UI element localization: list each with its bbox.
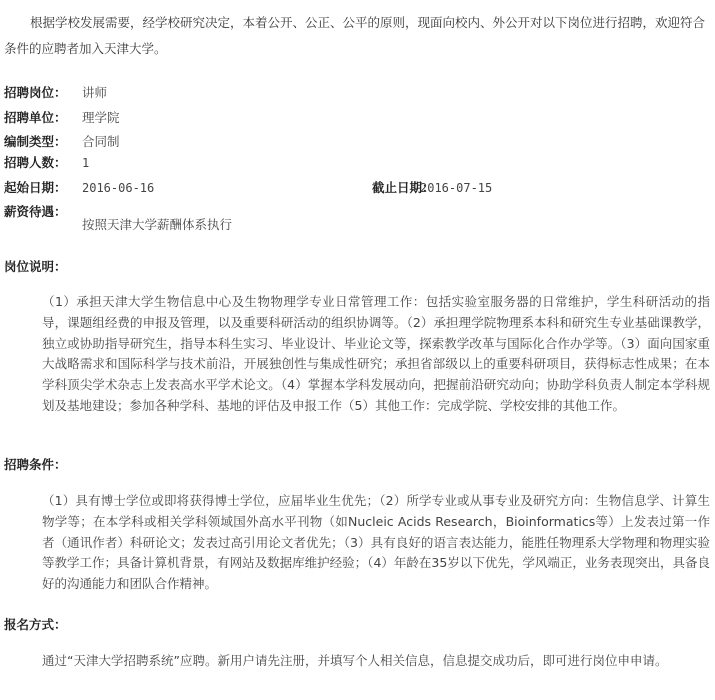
duty-paragraph: （1）承担天津大学生物信息中心及生物物理学专业日常管理工作：包括实验室服务器的日常维护，学生科研活动的指导，课题组经费的申报及管理，以及重要科研活动的组织协调等。（2）承担理学院物理系本科和研究生专业基础课教学，独立或协助指导研究生，指导本科生实习、毕业设计、毕业论文等，探索教学改革与国际化合作办学等。（3）面向国家重大战略需求和国际科学与技术前沿，开展独创性与集成性研究；承担省部级以上的重要科研项目，获得标志性成果；在本学科顶尖学术杂志上发表高水平学术论文。（4）掌握本学科发展动向，把握前沿研究动向；协助学科负责人制定本学科规划及基地建设；参加各种学科、基地的评估及申报工作（5）其他工作：完成学院、学校安排的其他工作。 — [42, 294, 710, 413]
end-label: 截止日期： — [372, 180, 435, 195]
field-count — [4, 152, 90, 174]
req-title: 招聘条件： — [4, 457, 67, 472]
count-value: 1 — [82, 156, 90, 170]
apply-paragraph: 通过“天津大学招聘系统”应聘。新用户请先注册，并填写个人相关信息，信息提交成功后，即可进行岗位申申请。 — [42, 653, 668, 668]
duty-title: 岗位说明： — [4, 259, 67, 274]
field-salary-value — [82, 214, 232, 236]
field-dates — [4, 177, 704, 199]
unit-label: 招聘单位： — [4, 110, 67, 125]
field-type — [4, 131, 120, 153]
start-label: 起始日期： — [4, 180, 67, 195]
req-paragraph: （1）具有博士学位或即将获得博士学位，应届毕业生优先；（2）所学专业或从事专业及研究方向：生物信息学、计算生物学等；在本学科或相关学科领域国外高水平刊物（如Nucleic Acids Research，Bioinformatics等）上发表过第一作者（通讯作者）科研论文；发表过高引用论文者优先；（3）具有良好的语言表达能力，能胜任物理系大学物理和物理实验等教学工作；具备计算机背景，有网站及数据库维护经验；（4）年龄在35岁以下优先，学风端正，业务表现突出，具备良好的沟通能力和团队合作精神。 — [42, 493, 710, 592]
position-label: 招聘岗位： — [4, 85, 67, 100]
start-value: 2016-06-16 — [82, 181, 155, 195]
end-value: 2016-07-15 — [420, 181, 493, 195]
field-unit — [4, 107, 120, 129]
intro-paragraph: 根据学校发展需要，经学校研究决定，本着公开、公正、公平的原则，现面向校内、外公开对以下岗位进行招聘，欢迎符合条件的应聘者加入天津大学。 — [4, 15, 706, 56]
count-label: 招聘人数： — [4, 155, 67, 170]
field-position — [4, 82, 108, 104]
apply-title: 报名方式： — [4, 617, 67, 632]
type-value: 合同制 — [82, 134, 120, 149]
type-label: 编制类型： — [4, 134, 67, 149]
unit-value: 理学院 — [82, 110, 120, 125]
position-value: 讲师 — [82, 85, 108, 100]
salary-value: 按照天津大学薪酬体系执行 — [82, 217, 233, 232]
field-salary-label — [4, 201, 67, 223]
salary-label: 薪资待遇： — [4, 204, 67, 219]
